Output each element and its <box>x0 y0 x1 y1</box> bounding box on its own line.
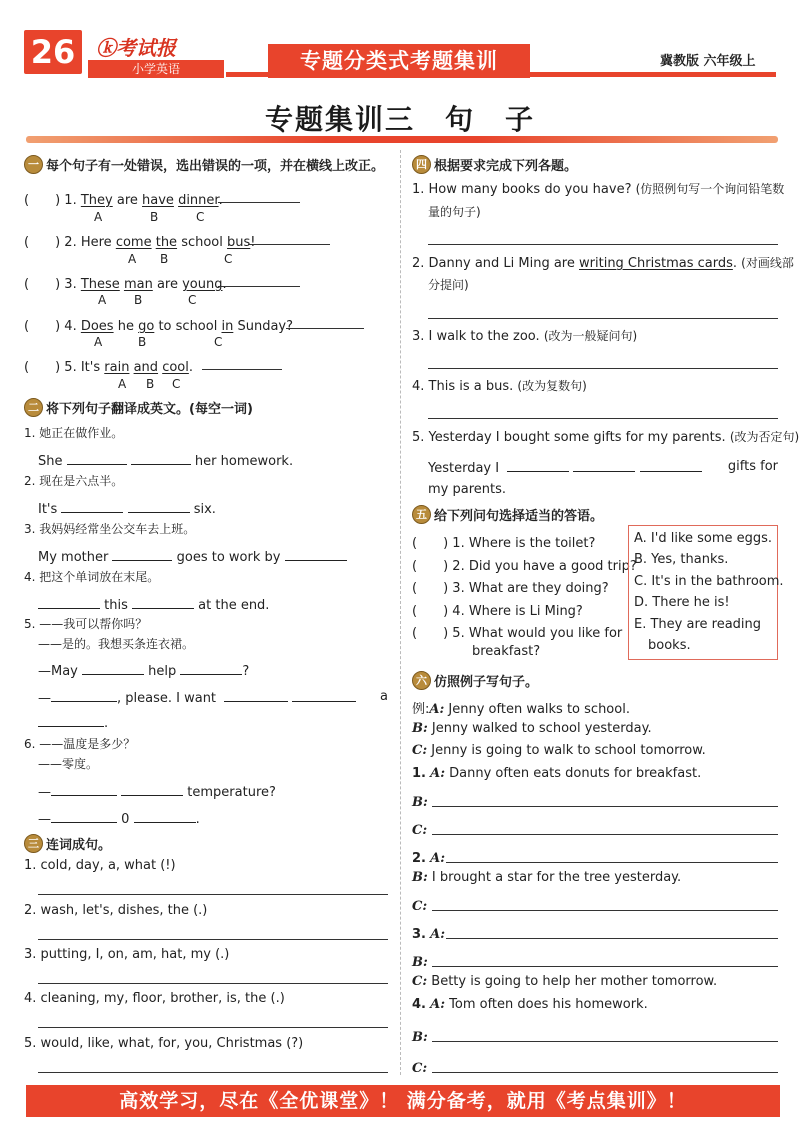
section-title: 每个句子有一处错误，选出错误的一项，并在横线上改正。 <box>46 159 385 174</box>
exercise-label: C: <box>412 899 428 914</box>
list-item: ( ) 3. What are they doing? <box>412 581 609 596</box>
list-item: ( ) 5. It's rain and cool. <box>24 360 193 375</box>
option-label: B <box>160 252 169 266</box>
section-title: 将下列句子翻译成英文。(每空一词) <box>46 402 253 417</box>
answer-line[interactable] <box>428 244 778 245</box>
question-prompt: 4. 把这个单词放在末尾。 <box>24 570 160 584</box>
blank[interactable] <box>128 500 190 513</box>
option-label: C <box>196 210 205 224</box>
blank[interactable] <box>134 810 196 823</box>
answer-row: My mother goes to work by <box>38 548 347 565</box>
header-banner: 专题分类式考题集训 <box>268 44 530 78</box>
answer-line[interactable] <box>428 418 778 419</box>
list-item: ( ) 2. Here come the school bus! <box>24 235 256 250</box>
option-label: A <box>128 252 137 266</box>
question-text: 5. Yesterday I bought some gifts for my parents. (改为否定句) <box>412 430 800 445</box>
question-text: 2. Danny and Li Ming are writing Christmas cards. (对画线部 <box>412 256 794 271</box>
exercise-label: B: <box>412 795 428 810</box>
option-label: B <box>146 377 155 391</box>
option-label: C <box>224 252 233 266</box>
blank[interactable] <box>38 714 104 727</box>
exercise-line: B: I brought a star for the tree yesterday. <box>412 870 682 885</box>
section-1-heading <box>24 155 384 174</box>
section-badge: 四 <box>412 155 431 174</box>
list-item: 1. cold, day, a, what (!) <box>24 858 176 873</box>
blank[interactable] <box>51 810 117 823</box>
answer-line[interactable] <box>446 862 778 863</box>
question-text: 3. I walk to the zoo. (改为一般疑问句) <box>412 329 638 344</box>
blank[interactable] <box>180 662 242 675</box>
answer-line[interactable] <box>38 1027 388 1028</box>
blank[interactable] <box>640 459 702 472</box>
answer-row: — temperature? <box>38 785 276 800</box>
option-label: A <box>94 210 103 224</box>
question-text: 1. How many books do you have? (仿照例句写一个询问铅笔数 <box>412 182 785 197</box>
section-6-heading <box>412 671 538 690</box>
list-item: ( ) 1. They are have dinner. <box>24 193 223 208</box>
exercise-line: 1. A: Danny often eats donuts for breakfast. <box>412 766 702 781</box>
answer-line[interactable] <box>218 202 300 203</box>
page-number: 26 <box>24 30 82 74</box>
section-5-heading <box>412 505 603 524</box>
question-prompt: 6. ——温度是多少？ <box>24 737 136 751</box>
answer-line[interactable] <box>432 1072 778 1073</box>
list-item: ( ) 4. Does he go to school in Sunday? <box>24 319 294 334</box>
exercise-line: C: Betty is going to help her mother tomorrow. <box>412 974 718 989</box>
answer-line[interactable] <box>446 938 778 939</box>
section-badge: 三 <box>24 834 43 853</box>
choice-option: D. There he is! <box>634 595 730 610</box>
question-prompt: ——是的。我想买条连衣裙。 <box>38 637 195 651</box>
blank[interactable] <box>61 500 123 513</box>
exercise-label: C: <box>412 1061 428 1076</box>
answer-row: It's six. <box>38 502 216 517</box>
answer-line[interactable] <box>38 983 388 984</box>
section-4-heading <box>412 155 577 174</box>
option-label: A <box>118 377 127 391</box>
question-prompt: 2. 现在是六点半。 <box>24 474 124 488</box>
example-line: B: Jenny walked to school yesterday. <box>412 721 652 736</box>
answer-line[interactable] <box>432 834 778 835</box>
answer-row: — 0 . <box>38 812 200 827</box>
answer-line[interactable] <box>428 318 778 319</box>
example-line: C: Jenny is going to walk to school tomorrow. <box>412 743 706 758</box>
answer-row: She her homework. <box>38 454 294 469</box>
answer-row: Yesterday I gifts for <box>428 459 778 476</box>
option-label: B <box>134 293 143 307</box>
exercise-label: C: <box>412 823 428 838</box>
section-badge: 五 <box>412 505 431 524</box>
exercise-label: 2. A: <box>412 851 446 866</box>
list-item: 4. cleaning, my, floor, brother, is, the (.) <box>24 991 285 1006</box>
choice-option: B. Yes, thanks. <box>634 552 729 567</box>
option-label: B <box>138 335 147 349</box>
option-label: C <box>214 335 223 349</box>
question-prompt: 5. ——我可以帮你吗？ <box>24 617 148 631</box>
answer-row: my parents. <box>428 482 507 497</box>
answer-line[interactable] <box>38 894 388 895</box>
section-badge: 六 <box>412 671 431 690</box>
list-item-continued: breakfast? <box>472 644 541 659</box>
answer-line[interactable] <box>432 966 778 967</box>
choice-option: C. It's in the bathroom. <box>634 574 784 589</box>
list-item: ( ) 2. Did you have a good trip? <box>412 559 637 574</box>
section-title: 仿照例子写句子。 <box>434 675 539 690</box>
question-note: 分提问) <box>428 278 469 292</box>
blank[interactable] <box>292 689 356 702</box>
blank[interactable] <box>112 548 172 561</box>
answer-line[interactable] <box>248 244 330 245</box>
blank[interactable] <box>51 689 117 702</box>
option-label: C <box>188 293 197 307</box>
section-2-heading <box>24 398 253 417</box>
blank[interactable] <box>82 662 144 675</box>
blank[interactable] <box>131 452 191 465</box>
answer-row: this at the end. <box>38 596 269 613</box>
answer-line[interactable] <box>432 910 778 911</box>
list-item: ( ) 1. Where is the toilet? <box>412 536 596 551</box>
list-item: ( ) 5. What would you like for <box>412 626 623 641</box>
blank[interactable] <box>67 452 127 465</box>
list-item: ( ) 4. Where is Li Ming? <box>412 604 583 619</box>
question-prompt: ——零度。 <box>38 757 99 771</box>
choice-option-continued: books. <box>648 638 691 653</box>
exercise-label: B: <box>412 1030 428 1045</box>
blank[interactable] <box>132 596 194 609</box>
answer-line[interactable] <box>38 1072 388 1073</box>
section-3-heading <box>24 834 111 853</box>
exercise-label: B: <box>412 955 428 970</box>
question-prompt: 1. 她正在做作业。 <box>24 426 124 440</box>
edition-label: 冀教版 六年级上 <box>660 54 756 69</box>
blank[interactable] <box>121 783 183 796</box>
answer-line[interactable] <box>202 369 282 370</box>
blank[interactable] <box>285 548 347 561</box>
title-underline <box>26 136 778 143</box>
list-item: 2. wash, let's, dishes, the (.) <box>24 903 208 918</box>
section-badge: 二 <box>24 398 43 417</box>
answer-line[interactable] <box>218 286 300 287</box>
section-title: 连词成句。 <box>46 838 112 853</box>
blank[interactable] <box>224 689 288 702</box>
section-badge: 一 <box>24 155 43 174</box>
brand-logo: ⓚ考试报 <box>96 36 176 60</box>
question-text: 4. This is a bus. (改为复数句) <box>412 379 587 394</box>
option-label: C <box>172 377 181 391</box>
answer-row: —May help ? <box>38 664 250 679</box>
answer-row: — , please. I want a <box>38 689 388 706</box>
option-label: B <box>150 210 159 224</box>
list-item: 3. putting, I, on, am, hat, my (.) <box>24 947 230 962</box>
choice-option: E. They are reading <box>634 617 762 632</box>
blank[interactable] <box>507 459 569 472</box>
section-title: 根据要求完成下列各题。 <box>434 159 578 174</box>
answer-line[interactable] <box>38 939 388 940</box>
page-title: 专题集训三 句 子 <box>264 103 535 136</box>
answer-line[interactable] <box>428 368 778 369</box>
list-item: ( ) 3. These man are young. <box>24 277 227 292</box>
brand-subtitle: 小学英语 <box>88 60 224 78</box>
section-title: 给下列问句选择适当的答语。 <box>434 509 604 524</box>
answer-line[interactable] <box>432 1041 778 1042</box>
list-item: 5. would, like, what, for, you, Christmas (?) <box>24 1036 304 1051</box>
option-label: A <box>94 335 103 349</box>
footer-banner: 高效学习，尽在《全优课堂》！ 满分备考，就用《考点集训》！ <box>26 1085 780 1117</box>
exercise-label: 3. A: <box>412 927 446 942</box>
option-label: A <box>98 293 107 307</box>
answer-line[interactable] <box>432 806 778 807</box>
choice-option: A. I'd like some eggs. <box>634 531 773 546</box>
question-note: 量的句子) <box>428 205 481 219</box>
question-prompt: 3. 我妈妈经常坐公交车去上班。 <box>24 522 196 536</box>
answer-line[interactable] <box>286 328 364 329</box>
example-line: 例:A: Jenny often walks to school. <box>412 702 630 717</box>
answer-row: . <box>38 714 108 731</box>
exercise-line: 4. A: Tom often does his homework. <box>412 997 648 1012</box>
blank[interactable] <box>38 596 100 609</box>
blank[interactable] <box>51 783 117 796</box>
column-divider <box>400 150 401 1075</box>
blank[interactable] <box>573 459 635 472</box>
